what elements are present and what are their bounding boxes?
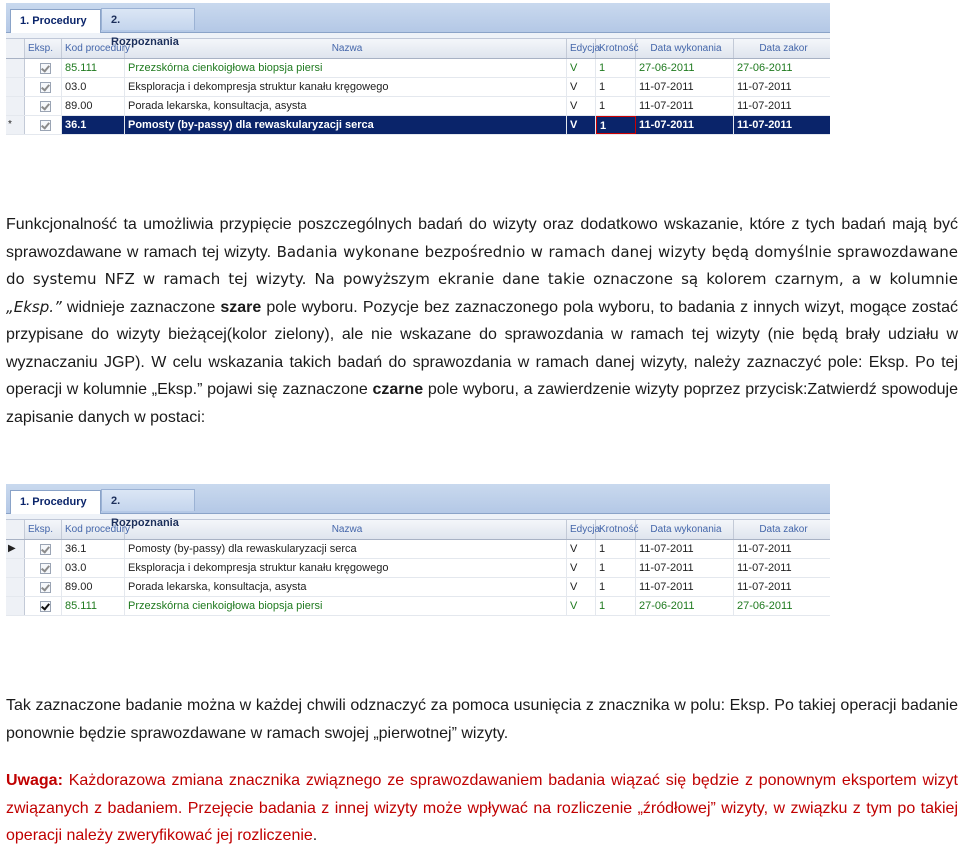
text-span: Badania wykonane bezpośrednio w ramach danej wizyty będą domyślnie sprawozdawane do systemu NFZ w ramach tej wizyty. Na powyższym ekranie dane takie oznaczone są kolorem czarnym, a w kolumnie [6,242,959,288]
nazwa-cell: Pomosty (by-passy) dla rewaskularyzacji serca [125,540,567,558]
kod-cell: 36.1 [62,540,125,558]
header-indicator [6,520,25,539]
data-wykonania-cell: 27-06-2011 [636,597,734,615]
data-wykonania-cell: 11-07-2011 [636,559,734,577]
data-wykonania-cell: 11-07-2011 [636,116,734,134]
eksp-checkbox[interactable] [40,101,51,112]
eksp-cell[interactable] [25,597,62,615]
text-span: pole wyboru. [261,298,358,316]
krotnosc-cell[interactable]: 1 [596,78,636,96]
table-row[interactable] [6,559,830,578]
grid-body [6,59,830,135]
eksp-checkbox[interactable] [40,544,51,555]
edycja-cell: V [567,540,596,558]
eksp-checkbox[interactable] [40,82,51,93]
data-wykonania-cell: 11-07-2011 [636,78,734,96]
kod-cell: 89.00 [62,97,125,115]
edycja-cell: V [567,78,596,96]
eksp-checkbox[interactable] [40,63,51,74]
eksp-cell[interactable] [25,559,62,577]
warning-body: Każdorazowa zmiana znacznika związnego ze sprawozdawaniem badania wiązać się będzie z ponownym eksportem wizyt związanych z badaniem. Przejęcie badania z innej wizyty może wpływać na rozliczenie „źródłowej” wizyty, w związku z tym po takiej operacji należy zweryfikować jej rozliczenie [6,772,958,844]
header-data-wykonania[interactable]: Data wykonania [636,520,734,539]
table-row[interactable] [6,97,830,116]
table-row[interactable] [6,59,830,78]
czarne-bold: czarne [372,381,424,398]
nazwa-cell: Porada lekarska, konsultacja, asysta [125,578,567,596]
eksp-cell[interactable] [25,540,62,558]
edycja-cell: V [567,97,596,115]
edycja-cell: V [567,559,596,577]
eksp-cell[interactable] [25,578,62,596]
eksp-checkbox[interactable] [40,563,51,574]
row-indicator [6,559,25,577]
text-span: Funkcjonalność ta umożliwia przypięcie poszczególnych badań do wizyty oraz dodatkowo wskazanie, które z tych badań mają być sprawozdawane w ramach tej wizyty. [6,216,958,261]
tab-bar [6,484,830,529]
tab-procedury[interactable]: 1. Procedury [10,490,101,514]
text-span: Pozycje bez zaznaczonego pola wyboru, to badania z innych wizyt, mogące zostać przypisane do wizyty bieżącej(kolor zielony), ale nie wskazane do sprawozdania w ramach tej wizyty (nie będą brały udziału w wyznaczaniu JGP). W celu wskazania takich badań do sprawozdania w ramach danej wizyty, należy zaznaczyć pole: Eksp. Po tej operacji w kolumnie „Eksp.” pojawi się zaznaczone [6,298,958,398]
kod-cell: 36.1 [62,116,125,134]
header-krotnosc[interactable]: Krotność [596,39,636,58]
row-indicator [6,97,25,115]
warning-label: Uwaga: [6,772,63,789]
krotnosc-cell[interactable]: 1 [596,97,636,115]
kod-cell: 85.111 [62,597,125,615]
procedures-grid-after [6,484,830,624]
uncheck-info-paragraph: Tak zaznaczone badanie można w każdej chwili odznaczyć za pomoca usunięcia z znacznika w polu: Eksp. Po takiej operacji badanie ponownie będzie sprawozdawane w ramach swojej „pierwotnej” wizyty. [6,697,958,742]
krotnosc-cell[interactable]: 1 [596,540,636,558]
header-data-wykonania[interactable]: Data wykonania [636,39,734,58]
kod-cell: 85.111 [62,59,125,77]
table-row[interactable] [6,78,830,97]
header-nazwa[interactable]: Nazwa [125,39,567,58]
table-row[interactable] [6,116,830,135]
eksp-checkbox[interactable] [40,601,51,612]
tab-procedury[interactable]: 1. Procedury [10,9,101,33]
edycja-cell: V [567,578,596,596]
header-eksp[interactable]: Eksp. [25,520,62,539]
data-wykonania-cell: 11-07-2011 [636,97,734,115]
table-row[interactable] [6,578,830,597]
data-zakonczenia-cell: 11-07-2011 [737,81,792,93]
eksp-cell[interactable] [25,59,62,77]
header-eksp[interactable]: Eksp. [25,39,62,58]
krotnosc-cell[interactable]: 1 [596,116,636,134]
row-indicator: * [6,116,25,134]
data-zakonczenia-cell: 11-07-2011 [737,562,792,574]
kod-cell: 03.0 [62,559,125,577]
header-indicator [6,39,25,58]
edycja-cell: V [567,597,596,615]
warning-paragraph [6,767,958,850]
eksp-cell[interactable] [25,116,62,134]
eksp-cell[interactable] [25,78,62,96]
header-kod[interactable]: Kod procedury [62,520,125,539]
row-indicator [6,578,25,596]
krotnosc-cell[interactable]: 1 [596,597,636,615]
data-zakonczenia-cell: 11-07-2011 [737,543,792,555]
szare-bold: szare [220,298,262,316]
table-row[interactable] [6,540,830,559]
text-span: widnieje zaznaczone [61,298,221,316]
data-wykonania-cell: 27-06-2011 [636,59,734,77]
data-zakonczenia-cell: 11-07-2011 [734,116,830,134]
row-indicator [6,78,25,96]
data-wykonania-cell: 11-07-2011 [636,540,734,558]
row-indicator [6,597,25,615]
nazwa-cell: Porada lekarska, konsultacja, asysta [125,97,567,115]
kod-cell: 03.0 [62,78,125,96]
edycja-cell: V [567,116,596,134]
eksp-checkbox[interactable] [40,120,51,131]
data-zakonczenia-cell: 11-07-2011 [737,581,792,593]
nazwa-cell: Przezskórna cienkoigłowa biopsja piersi [125,59,567,77]
description-paragraph [6,211,958,431]
header-data-zakonczenia[interactable]: Data zakor [759,524,808,535]
kod-cell: 89.00 [62,578,125,596]
eksp-cell[interactable] [25,97,62,115]
row-indicator [6,59,25,77]
data-wykonania-cell: 11-07-2011 [636,578,734,596]
edycja-cell: V [567,59,596,77]
krotnosc-cell[interactable]: 1 [596,578,636,596]
nazwa-cell: Eksploracja i dekompresja struktur kanału kręgowego [125,559,567,577]
data-zakonczenia-cell: 27-06-2011 [737,62,793,74]
procedures-grid-before [6,3,830,145]
header-edycja[interactable]: Edycja [567,520,596,539]
eksp-italic: „Eksp.” [6,297,62,316]
header-kod[interactable]: Kod procedury [62,39,125,58]
nazwa-cell: Eksploracja i dekompresja struktur kanału kręgowego [125,78,567,96]
text-span: pole wyboru, a zawierdzenie wizyty poprzez przycisk:Zatwierdź spowoduje zapisanie danych w postaci: [6,381,959,426]
data-zakonczenia-cell: 11-07-2011 [737,100,792,112]
header-krotnosc[interactable]: Krotność [596,520,636,539]
tab-rozpoznania[interactable]: 2. Rozpoznania [101,8,195,30]
nazwa-cell: Przezskórna cienkoigłowa biopsja piersi [125,597,567,615]
row-indicator: ▶ [6,540,25,558]
krotnosc-cell[interactable]: 1 [596,559,636,577]
header-edycja[interactable]: Edycja [567,39,596,58]
header-data-zakonczenia[interactable]: Data zakor [759,43,808,54]
warning-end-dot: . [312,827,318,844]
nazwa-cell: Pomosty (by-passy) dla rewaskularyzacji serca [125,116,567,134]
header-nazwa[interactable]: Nazwa [125,520,567,539]
grid-body [6,540,830,616]
data-zakonczenia-cell: 27-06-2011 [737,600,793,612]
tab-bar [6,3,830,48]
krotnosc-cell[interactable]: 1 [596,59,636,77]
tab-rozpoznania[interactable]: 2. Rozpoznania [101,489,195,511]
eksp-checkbox[interactable] [40,582,51,593]
table-row[interactable] [6,597,830,616]
